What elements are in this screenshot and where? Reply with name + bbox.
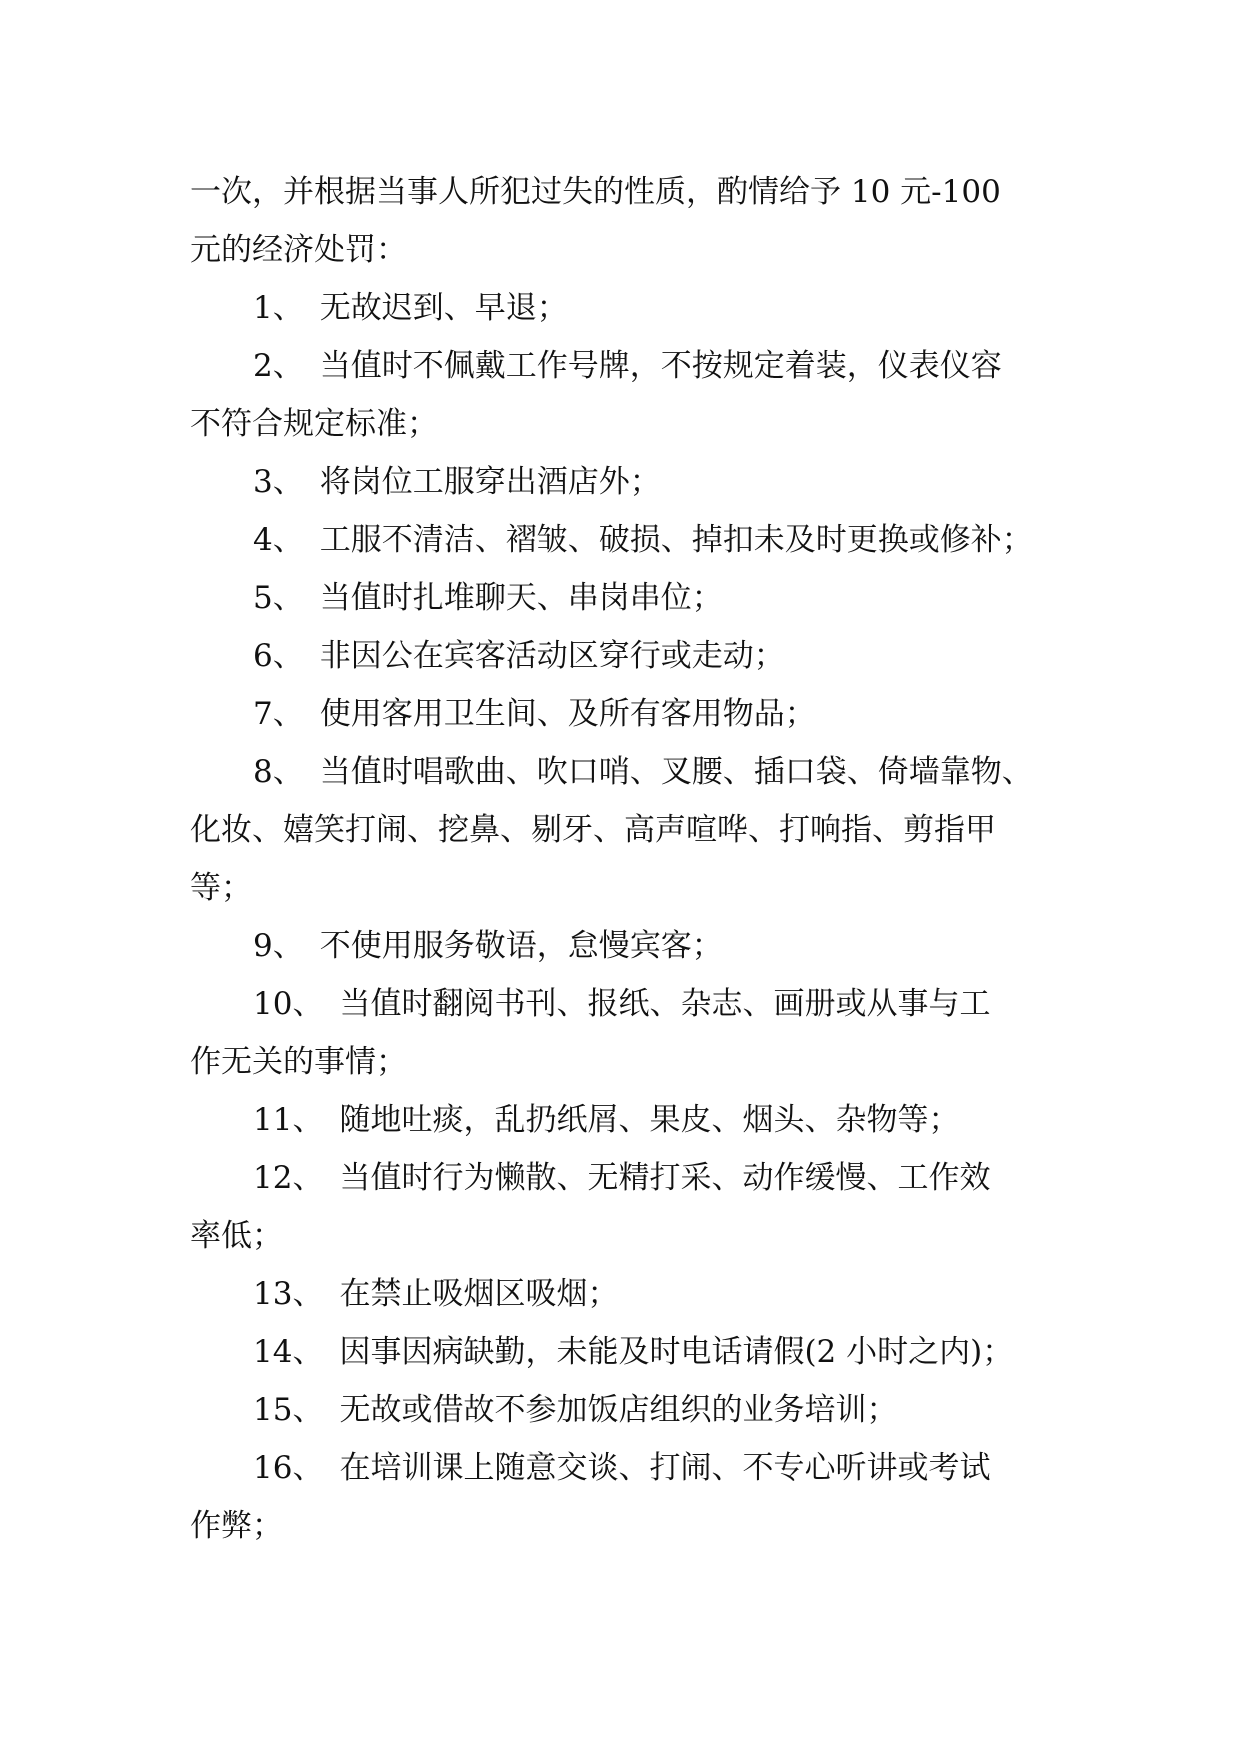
list-item <box>190 975 1060 1033</box>
list-item <box>190 1091 1060 1149</box>
list-item-text: 因事因病缺勤，未能及时电话请假(2 小时之内)； <box>339 1334 1014 1370</box>
list-item-text: 不使用服务敬语，怠慢宾客； <box>319 928 723 964</box>
intro-line-1: 一次，并根据当事人所犯过失的性质，酌情给予 10 元-100 <box>190 174 1001 210</box>
list-item-text: 工服不清洁、褶皱、破损、掉扣未及时更换或修补； <box>319 522 1033 558</box>
list-item <box>190 1323 1060 1381</box>
list-item-text: 等； <box>190 870 252 906</box>
list-item-text: 无故或借故不参加饭店组织的业务培训； <box>339 1392 898 1428</box>
list-item <box>190 1439 1060 1497</box>
list-item-text: 作弊； <box>190 1508 283 1544</box>
document-body <box>190 163 1060 1555</box>
list-item-text: 当值时行为懒散、无精打采、动作缓慢、工作效 <box>339 1160 991 1196</box>
list-item-number: 5、 <box>253 580 304 616</box>
list-item-text: 化妆、嬉笑打闹、挖鼻、剔牙、高声喧哗、打响指、剪指甲 <box>190 812 996 848</box>
list-item-text: 随地吐痰，乱扔纸屑、果皮、烟头、杂物等； <box>339 1102 960 1138</box>
list-item-text: 使用客用卫生间、及所有客用物品； <box>319 696 816 732</box>
list-item <box>190 453 1060 511</box>
list-item <box>190 279 1060 337</box>
list-item <box>190 743 1060 801</box>
list-item-number: 9、 <box>253 928 304 964</box>
list-item-number: 7、 <box>253 696 304 732</box>
list-item <box>190 627 1060 685</box>
list-item-text: 作无关的事情； <box>190 1044 407 1080</box>
list-item <box>190 1265 1060 1323</box>
list-item-text: 将岗位工服穿出酒店外； <box>319 464 661 500</box>
list-item-continuation <box>190 1033 1060 1091</box>
list-item-text: 无故迟到、早退； <box>319 290 568 326</box>
list-item-number: 11、 <box>253 1102 324 1138</box>
list-item <box>190 1381 1060 1439</box>
list-item-text: 在禁止吸烟区吸烟； <box>339 1276 619 1312</box>
list-item-number: 8、 <box>253 754 304 790</box>
list-item-text: 当值时唱歌曲、吹口哨、叉腰、插口袋、倚墙靠物、 <box>319 754 1033 790</box>
intro-line-2: 元的经济处罚： <box>190 232 407 268</box>
list-item-number: 4、 <box>253 522 304 558</box>
list-item-number: 12、 <box>253 1160 324 1196</box>
list-item-continuation <box>190 395 1060 453</box>
list-item-continuation <box>190 1207 1060 1265</box>
list-item-text: 在培训课上随意交谈、打闹、不专心听讲或考试 <box>339 1450 991 1486</box>
list-item-number: 2、 <box>253 348 304 384</box>
list-item-number: 16、 <box>253 1450 324 1486</box>
list-item-continuation <box>190 859 1060 917</box>
list-item-continuation <box>190 1497 1060 1555</box>
list-item-continuation <box>190 801 1060 859</box>
list-item <box>190 917 1060 975</box>
list-item-number: 3、 <box>253 464 304 500</box>
list-item-text: 当值时翻阅书刊、报纸、杂志、画册或从事与工 <box>339 986 991 1022</box>
list-item <box>190 337 1060 395</box>
list-item <box>190 1149 1060 1207</box>
list-item-number: 14、 <box>253 1334 324 1370</box>
list-item-text: 不符合规定标准； <box>190 406 438 442</box>
list-item-number: 10、 <box>253 986 324 1022</box>
list-item-text: 率低； <box>190 1218 283 1254</box>
list-item-number: 6、 <box>253 638 304 674</box>
list-item-number: 1、 <box>253 290 304 326</box>
list-item <box>190 685 1060 743</box>
list-item-text: 非因公在宾客活动区穿行或走动； <box>319 638 785 674</box>
list-item-number: 15、 <box>253 1392 324 1428</box>
list-item-number: 13、 <box>253 1276 324 1312</box>
list-item-text: 当值时不佩戴工作号牌，不按规定着装，仪表仪容 <box>319 348 1002 384</box>
list-item <box>190 569 1060 627</box>
list-item <box>190 511 1060 569</box>
list-item-text: 当值时扎堆聊天、串岗串位； <box>319 580 723 616</box>
